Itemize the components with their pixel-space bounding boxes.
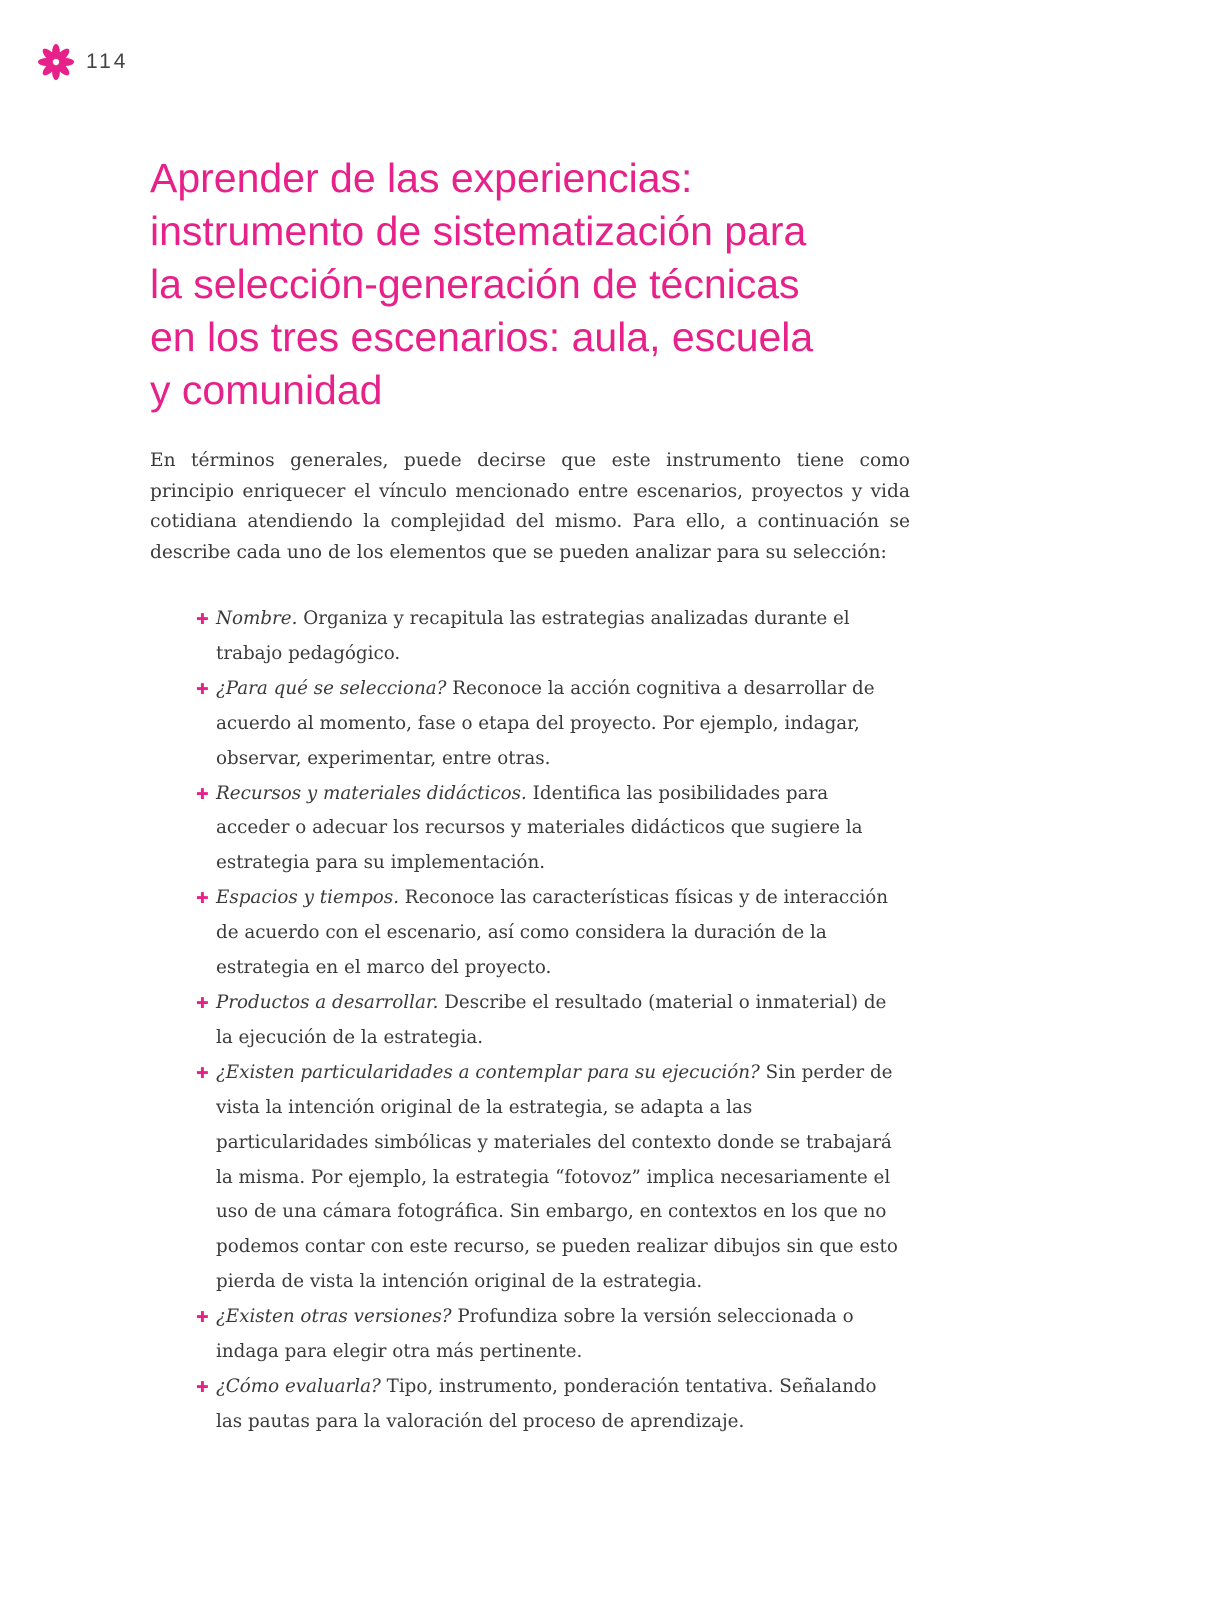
item-text: Identifica las posibilidades para acceder o adecuar los recursos y materiales didácticos que sugiere la estrategia para su implementación.	[216, 782, 863, 874]
item-term: Productos a desarrollar.	[216, 991, 439, 1013]
cross-bullet-icon: ✚	[196, 784, 209, 803]
list-item	[196, 777, 906, 882]
title-line: Aprender de las experiencias:	[150, 155, 693, 201]
item-text: Tipo, instrumento, ponderación tentativa. Señalando las pautas para la valoración del proceso de aprendizaje.	[216, 1375, 877, 1432]
page-number: 114	[86, 50, 129, 73]
cross-bullet-icon: ✚	[196, 889, 209, 908]
item-text: Organiza y recapitula las estrategias analizadas durante el trabajo pedagógico.	[216, 608, 850, 664]
title-line: instrumento de sistematización para	[150, 208, 807, 254]
item-term: ¿Para qué se selecciona?	[216, 677, 447, 699]
item-term: ¿Cómo evaluarla?	[216, 1375, 381, 1397]
list-item	[196, 881, 906, 986]
list-item	[196, 672, 906, 777]
list-item	[196, 1370, 906, 1440]
page-header	[38, 44, 128, 80]
cross-bullet-icon: ✚	[196, 610, 209, 628]
item-text: Describe el resultado (material o inmaterial) de la ejecución de la estrategia.	[216, 991, 887, 1048]
title-line: en los tres escenarios: aula, escuela	[150, 314, 814, 360]
list-item	[196, 986, 906, 1056]
item-text: Profundiza sobre la versión seleccionada o indaga para elegir otra más pertinente.	[216, 1306, 854, 1363]
cross-bullet-icon: ✚	[196, 679, 209, 698]
intro-paragraph: En términos generales, puede decirse que este instrumento tiene como principio enriquecer el vínculo mencionado entre escenarios, proyectos y vida cotidiana atendiendo la complejidad del mismo. Para ello, a continuación se describe cada uno de los elementos que se pueden analizar para su selección:	[150, 450, 910, 564]
list-item	[196, 1056, 906, 1300]
cross-bullet-icon: ✚	[196, 1063, 209, 1082]
title-line: y comunidad	[150, 367, 383, 413]
item-term: ¿Existen particularidades a contemplar para su ejecución?	[216, 1061, 760, 1083]
item-text: Sin perder de vista la intención original de la estrategia, se adapta a las particularidades simbólicas y materiales del contexto donde se trabajará la misma. Por ejemplo, la estrategia “fotovoz” implica necesariamente el uso de una cámara fotográfica. Sin embargo, en contextos en los que no podemos contar con este recurso, se pueden realizar dibujos sin que esto pierda de vista la intención original de la estrategia.	[216, 1061, 898, 1293]
elements-list	[196, 602, 906, 1440]
cross-bullet-icon: ✚	[196, 993, 209, 1012]
item-term: Recursos y materiales didácticos.	[216, 782, 527, 804]
item-term: ¿Existen otras versiones?	[216, 1306, 452, 1328]
list-item	[196, 602, 906, 672]
cross-bullet-icon: ✚	[196, 1308, 209, 1327]
cross-bullet-icon: ✚	[196, 1377, 209, 1396]
page-title	[150, 152, 950, 417]
list-item	[196, 1300, 906, 1370]
title-line: la selección-generación de técnicas	[150, 261, 800, 307]
item-term: Espacios y tiempos.	[216, 887, 399, 909]
item-term: Nombre.	[216, 608, 298, 629]
asterisk-flower-icon	[38, 44, 74, 80]
item-text: Reconoce las características físicas y de interacción de acuerdo con el escenario, así como considera la duración de la estrategia en el marco del proyecto.	[216, 887, 889, 979]
item-text: Reconoce la acción cognitiva a desarrollar de acuerdo al momento, fase o etapa del proyecto. Por ejemplo, indagar, observar, experimentar, entre otras.	[216, 677, 875, 769]
